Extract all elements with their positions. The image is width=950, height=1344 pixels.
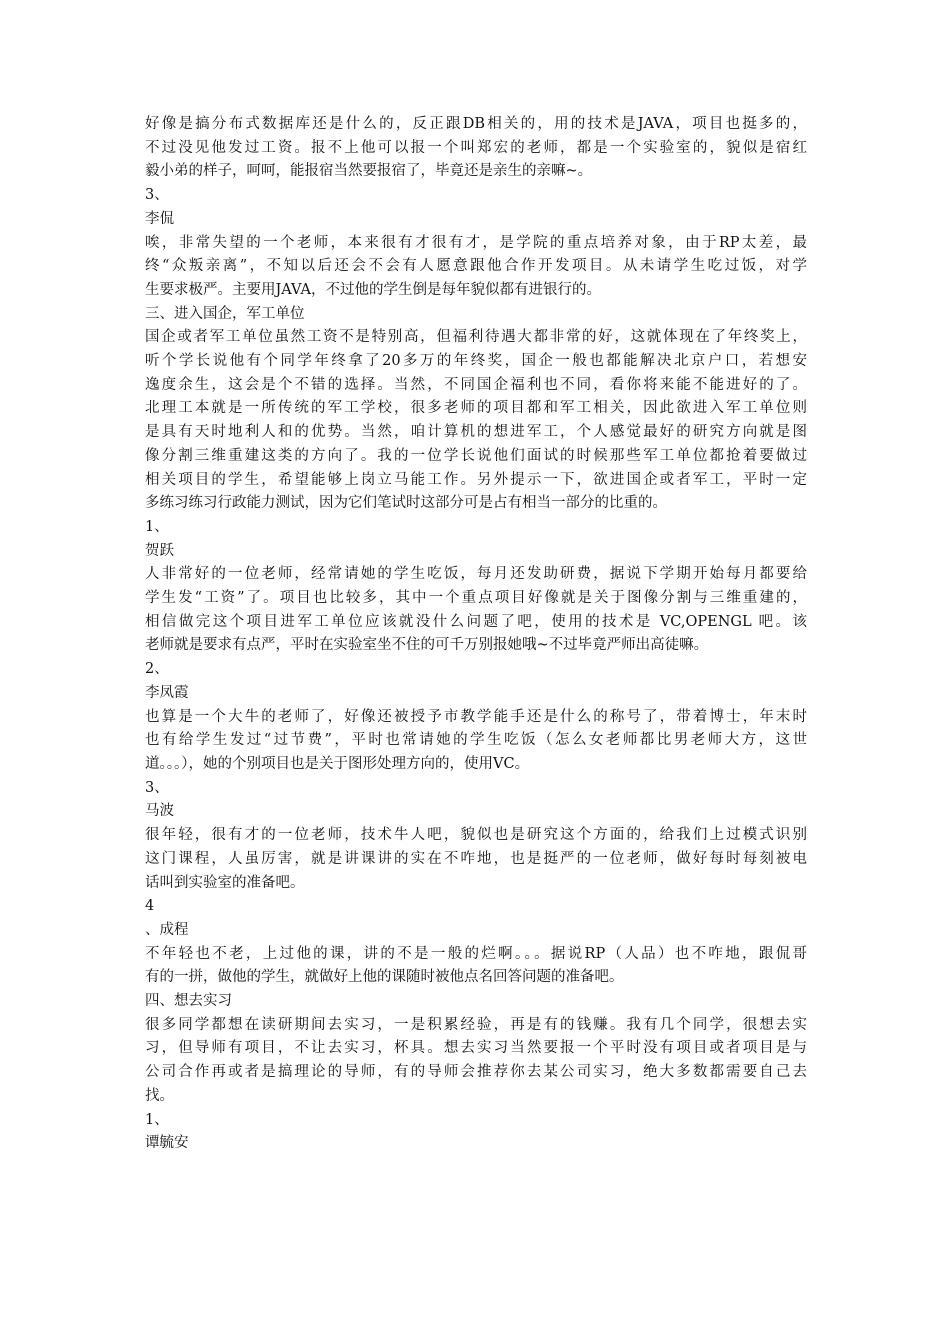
text-line: 多练习练习行政能力测试，因为它们笔试时这部分可是占有相当一部分的比重的。	[145, 495, 667, 512]
text-line: 贺跃	[145, 542, 174, 559]
text-line: 像分割三维重建这类的方向了。我的一位学长说他们面试的时候那些军工单位都抢着要做过	[145, 447, 807, 464]
text-line: 相信做完这个项目进军工单位应该就没什么问题了吧，使用的技术是 VC,OPENGL 吧。该	[145, 613, 807, 630]
text-line: 习，但导师有项目，不让去实习，杯具。想去实习当然要报一个平时没有项目或者项目是与	[145, 1040, 807, 1057]
text-line: 四、想去实习	[145, 993, 232, 1010]
text-line: 马波	[145, 803, 174, 820]
text-line: 也算是一个大牛的老师了，好像还被授予市教学能手还是什么的称号了，带着博士，年末时	[145, 708, 807, 725]
text-line: 三、进入国企，军工单位	[145, 305, 305, 322]
text-line: 很多同学都想在读研期间去实习，一是积累经验，再是有的钱赚。我有几个同学，很想去实	[145, 1016, 807, 1033]
text-line: 李凤霞	[145, 684, 189, 701]
text-line: 3、	[145, 779, 169, 796]
text-line: 国企或者军工单位虽然工资不是特别高，但福利待遇大都非常的好，这就体现在了年终奖上，	[145, 329, 807, 346]
text-line: 这门课程，人虽厉害，就是讲课讲的实在不咋地，也是挺严的一位老师，做好每时每刻被电	[145, 850, 807, 867]
text-line: 4	[145, 898, 155, 915]
text-line: 学生发“工资”了。项目也比较多，其中一个重点项目好像就是关于图像分割与三维重建的，	[145, 590, 807, 607]
text-line: 很年轻，很有才的一位老师，技术牛人吧，貌似也是研究这个方面的，给我们上过模式识别	[145, 827, 807, 844]
text-line: 找。	[145, 1087, 174, 1104]
text-line: 毅小弟的样子，呵呵，能报宿当然要报宿了，毕竟还是亲生的亲嘛~。	[145, 163, 593, 180]
text-line: 相关项目的学生，希望能够上岗立马能工作。另外提示一下，欲进国企或者军工，平时一定	[145, 471, 807, 488]
text-line: 听个学长说他有个同学年终拿了20多万的年终奖，国企一般也都能解决北京户口，若想安	[145, 353, 807, 370]
text-line: 也有给学生发过“过节费”，平时也常请她的学生吃饭（怎么女老师都比男老师大方，这世	[145, 732, 807, 749]
text-line: 生要求极严。主要用JAVA，不过他的学生倒是每年貌似都有进银行的。	[145, 281, 602, 298]
text-line: 1、	[145, 518, 169, 535]
text-line: 老师就是要求有点严，平时在实验室坐不住的可千万别报她哦~不过毕竟严师出高徒嘛。	[145, 637, 709, 654]
text-line: 北理工本就是一所传统的军工学校，很多老师的项目都和军工相关，因此欲进入军工单位则	[145, 400, 807, 417]
text-line: 唉，非常失望的一个老师，本来很有才很有才，是学院的重点培养对象，由于RP太差，最	[145, 234, 807, 251]
text-line: 不年轻也不老，上过他的课，讲的不是一般的烂啊。。。据说RP（人品）也不咋地，跟侃哥	[145, 945, 807, 962]
text-line: 李侃	[145, 210, 174, 227]
text-line: 话叫到实验室的准备吧。	[145, 874, 305, 891]
text-line: 是具有天时地利人和的优势。当然，咱计算机的想进军工，个人感觉最好的研究方向就是图	[145, 424, 807, 441]
text-line: 1、	[145, 1111, 169, 1128]
text-line: 好像是搞分布式数据库还是什么的，反正跟DB相关的，用的技术是JAVA，项目也挺多的，	[145, 116, 807, 132]
text-line: 逸度余生，这会是个不错的选择。当然，不同国企福利也不同，看你将来能不能进好的了。	[145, 376, 807, 393]
text-line: 2、	[145, 661, 169, 678]
text-line: 不过没见他发过工资。报不上他可以报一个叫郑宏的老师，都是一个实验室的，貌似是宿红	[145, 139, 807, 156]
text-line: 公司合作再或者是搞理论的导师，有的导师会推荐你去某公司实习，绝大多数都需要自己去	[145, 1064, 807, 1081]
text-line: 、成程	[145, 921, 189, 938]
text-line: 人非常好的一位老师，经常请她的学生吃饭，每月还发助研费，据说下学期开始每月都要给	[145, 566, 807, 583]
text-line: 终“众叛亲离”，不知以后还会不会有人愿意跟他合作开发项目。从未请学生吃过饭，对学	[145, 258, 807, 275]
text-line: 道。。。），她的个别项目也是关于图形处理方向的，使用VC。	[145, 755, 530, 772]
document-body	[145, 113, 807, 1156]
text-line: 有的一拼，做他的学生，就做好上他的课随时被他点名回答问题的准备吧。	[145, 969, 624, 986]
text-line: 3、	[145, 187, 169, 204]
text-line: 谭毓安	[145, 1135, 189, 1152]
